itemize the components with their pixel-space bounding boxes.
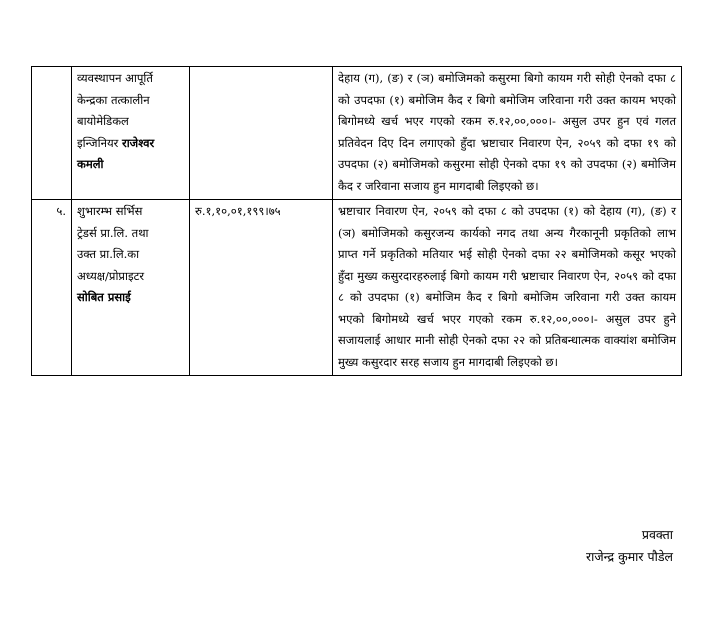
defendant-cell bbox=[72, 200, 190, 376]
defendant-line: केन्द्रका तत्कालीन bbox=[77, 92, 150, 107]
defendant-name: राजेश्वर कमली bbox=[77, 135, 155, 171]
amount-cell bbox=[190, 67, 333, 200]
serial-number: ५. bbox=[32, 200, 72, 376]
defendant-line: बायोमेडिकल bbox=[77, 114, 129, 128]
defendant-line: अध्यक्ष/प्रोप्राइटर bbox=[77, 268, 145, 283]
defendant-cell bbox=[72, 67, 190, 200]
description-cell: भ्रष्टाचार निवारण ऐन, २०५९ को दफा ८ को उपदफा (१) को देहाय (ग), (ङ) र (ञ) बमोजिमको कसुरजन्य कार्यको नगद तथा अन्य गैरकानूनी प्रकृतिको लाभ प्राप्त गर्ने प्रकृतिको मतियार भई सोही ऐनको दफा २२ बमोजिमको कसूर भएको हुँदा मुख्य कसुरदारहरुलाई बिगो कायम गरी भ्रष्टाचार निवारण ऐन, २०५९ को दफा ८ को उपदफा (१) बमोजिम कैद र बिगो बमोजिम जरिवाना गरी उक्त कायम भएको बिगोमध्ये खर्च भएर गएको रकम रु.१२,००,०००।- असुल उपर हुने सजायलाई आधार मानी सोही ऐनको दफा २२ को प्रतिबन्धात्मक वाक्यांश बमोजिम मुख्य कसुरदार सरह सजाय हुन मागदाबी लिइएको छ। bbox=[333, 200, 682, 376]
amount-cell: रु.१,१०,०१,१९९।७५ bbox=[190, 200, 333, 376]
defendant-line: उक्त प्रा.लि.का bbox=[77, 247, 140, 261]
table-row bbox=[32, 200, 682, 376]
spokesperson-title: प्रवक्ता bbox=[641, 527, 673, 542]
defendant-line: व्यवस्थापन आपूर्ति bbox=[77, 71, 153, 85]
defendant-name: सोबित प्रसाई bbox=[77, 290, 131, 304]
defendant-line: ट्रेडर्स प्रा.लि. तथा bbox=[77, 225, 149, 240]
defendant-line: शुभारम्भ सर्भिस bbox=[77, 204, 143, 218]
table-row bbox=[32, 67, 682, 200]
case-table bbox=[31, 66, 682, 376]
description-cell: देहाय (ग), (ङ) र (ञ) बमोजिमको कसुरमा बिगो कायम गरी सोही ऐनको दफा ८ को उपदफा (१) बमोजिम कैद र बिगो बमोजिम जरिवाना गरी उक्त कायम भएको बिगोमध्ये खर्च भएर गएको रकम रु.१२,००,०००।- असुल उपर हुन एवं गलत प्रतिवेदन दिए दिन लगाएको हुँदा भ्रष्टाचार निवारण ऐन, २०५९ को दफा १९ को उपदफा (२) बमोजिमको कसुरमा सोही ऐनको दफा १९ को उपदफा (२) बमोजिम कैद र जरिवाना सजाय हुन मागदाबी लिइएको छ। bbox=[333, 67, 682, 200]
spokesperson-name: राजेन्द्र कुमार पौडेल bbox=[586, 549, 673, 564]
serial-number bbox=[32, 67, 72, 200]
defendant-line: इन्जिनियर bbox=[77, 135, 119, 150]
